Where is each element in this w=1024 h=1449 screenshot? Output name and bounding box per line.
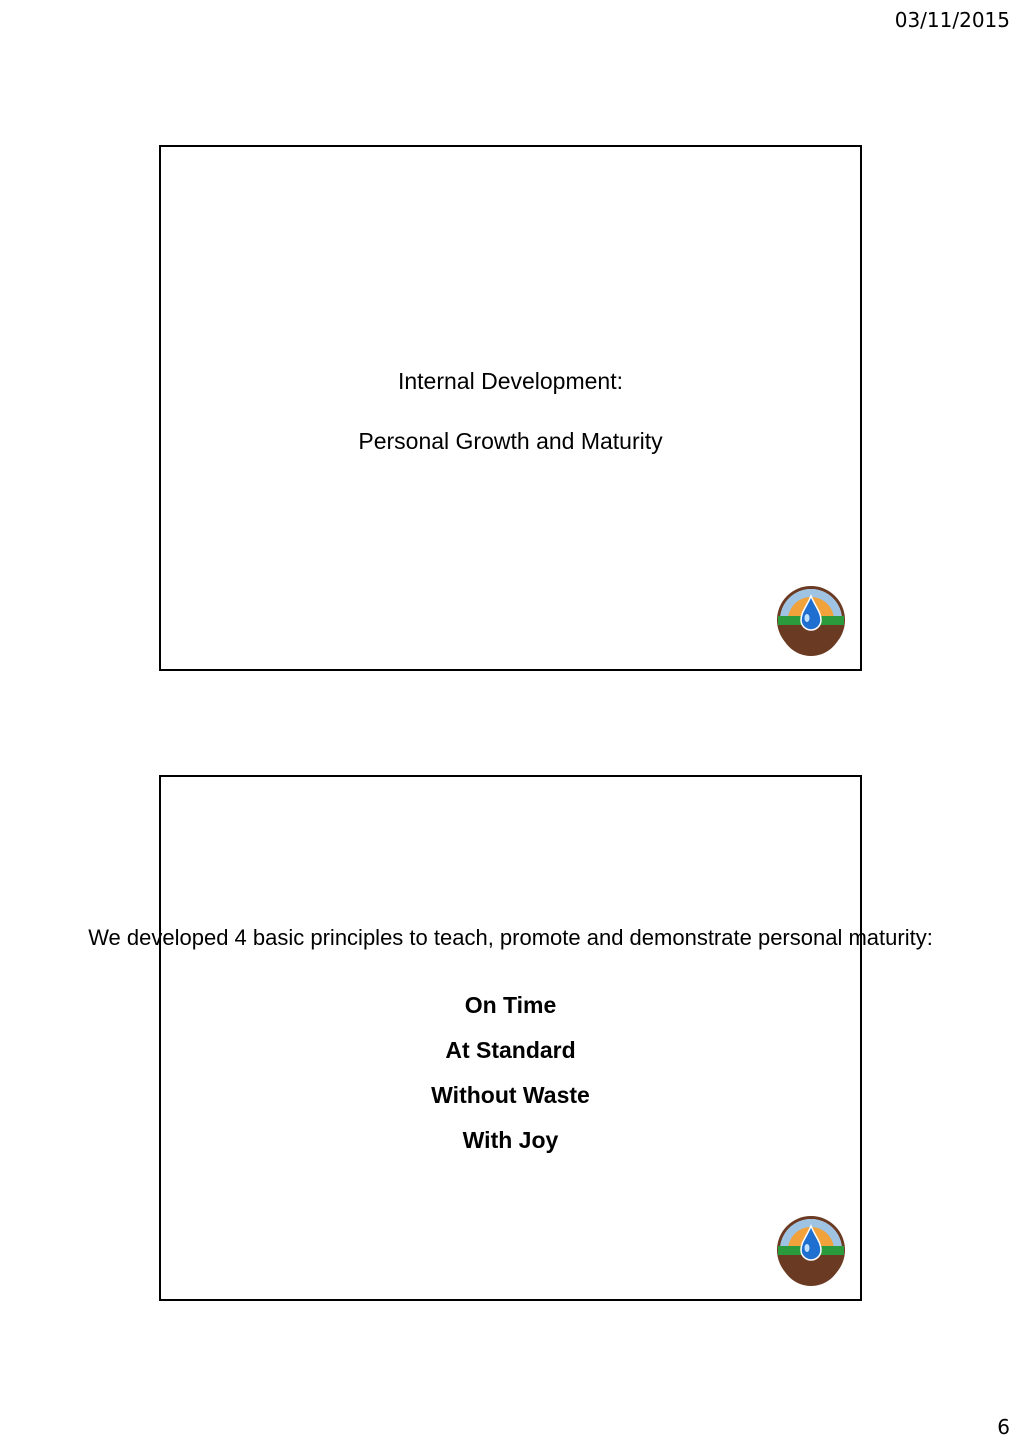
principle-item: At Standard	[445, 1037, 576, 1063]
slide-intro-text: We developed 4 basic principles to teach, promote and demonstrate personal maturity:	[88, 925, 933, 950]
slide-title: Internal Development:	[397, 368, 623, 394]
principle-item: With Joy	[462, 1127, 559, 1153]
slide-1	[159, 145, 862, 671]
slide-2	[88, 775, 933, 1301]
farmer-organization-logo-icon	[776, 585, 846, 655]
farmer-organization-logo-icon	[776, 1215, 846, 1285]
page-number: 6	[997, 1415, 1010, 1439]
principles-list	[161, 989, 860, 1169]
slide-subtitle: Personal Growth and Maturity	[358, 428, 663, 454]
principle-item: On Time	[464, 992, 557, 1018]
print-date: 03/11/2015	[894, 8, 1010, 32]
principle-item: Without Waste	[431, 1082, 590, 1108]
